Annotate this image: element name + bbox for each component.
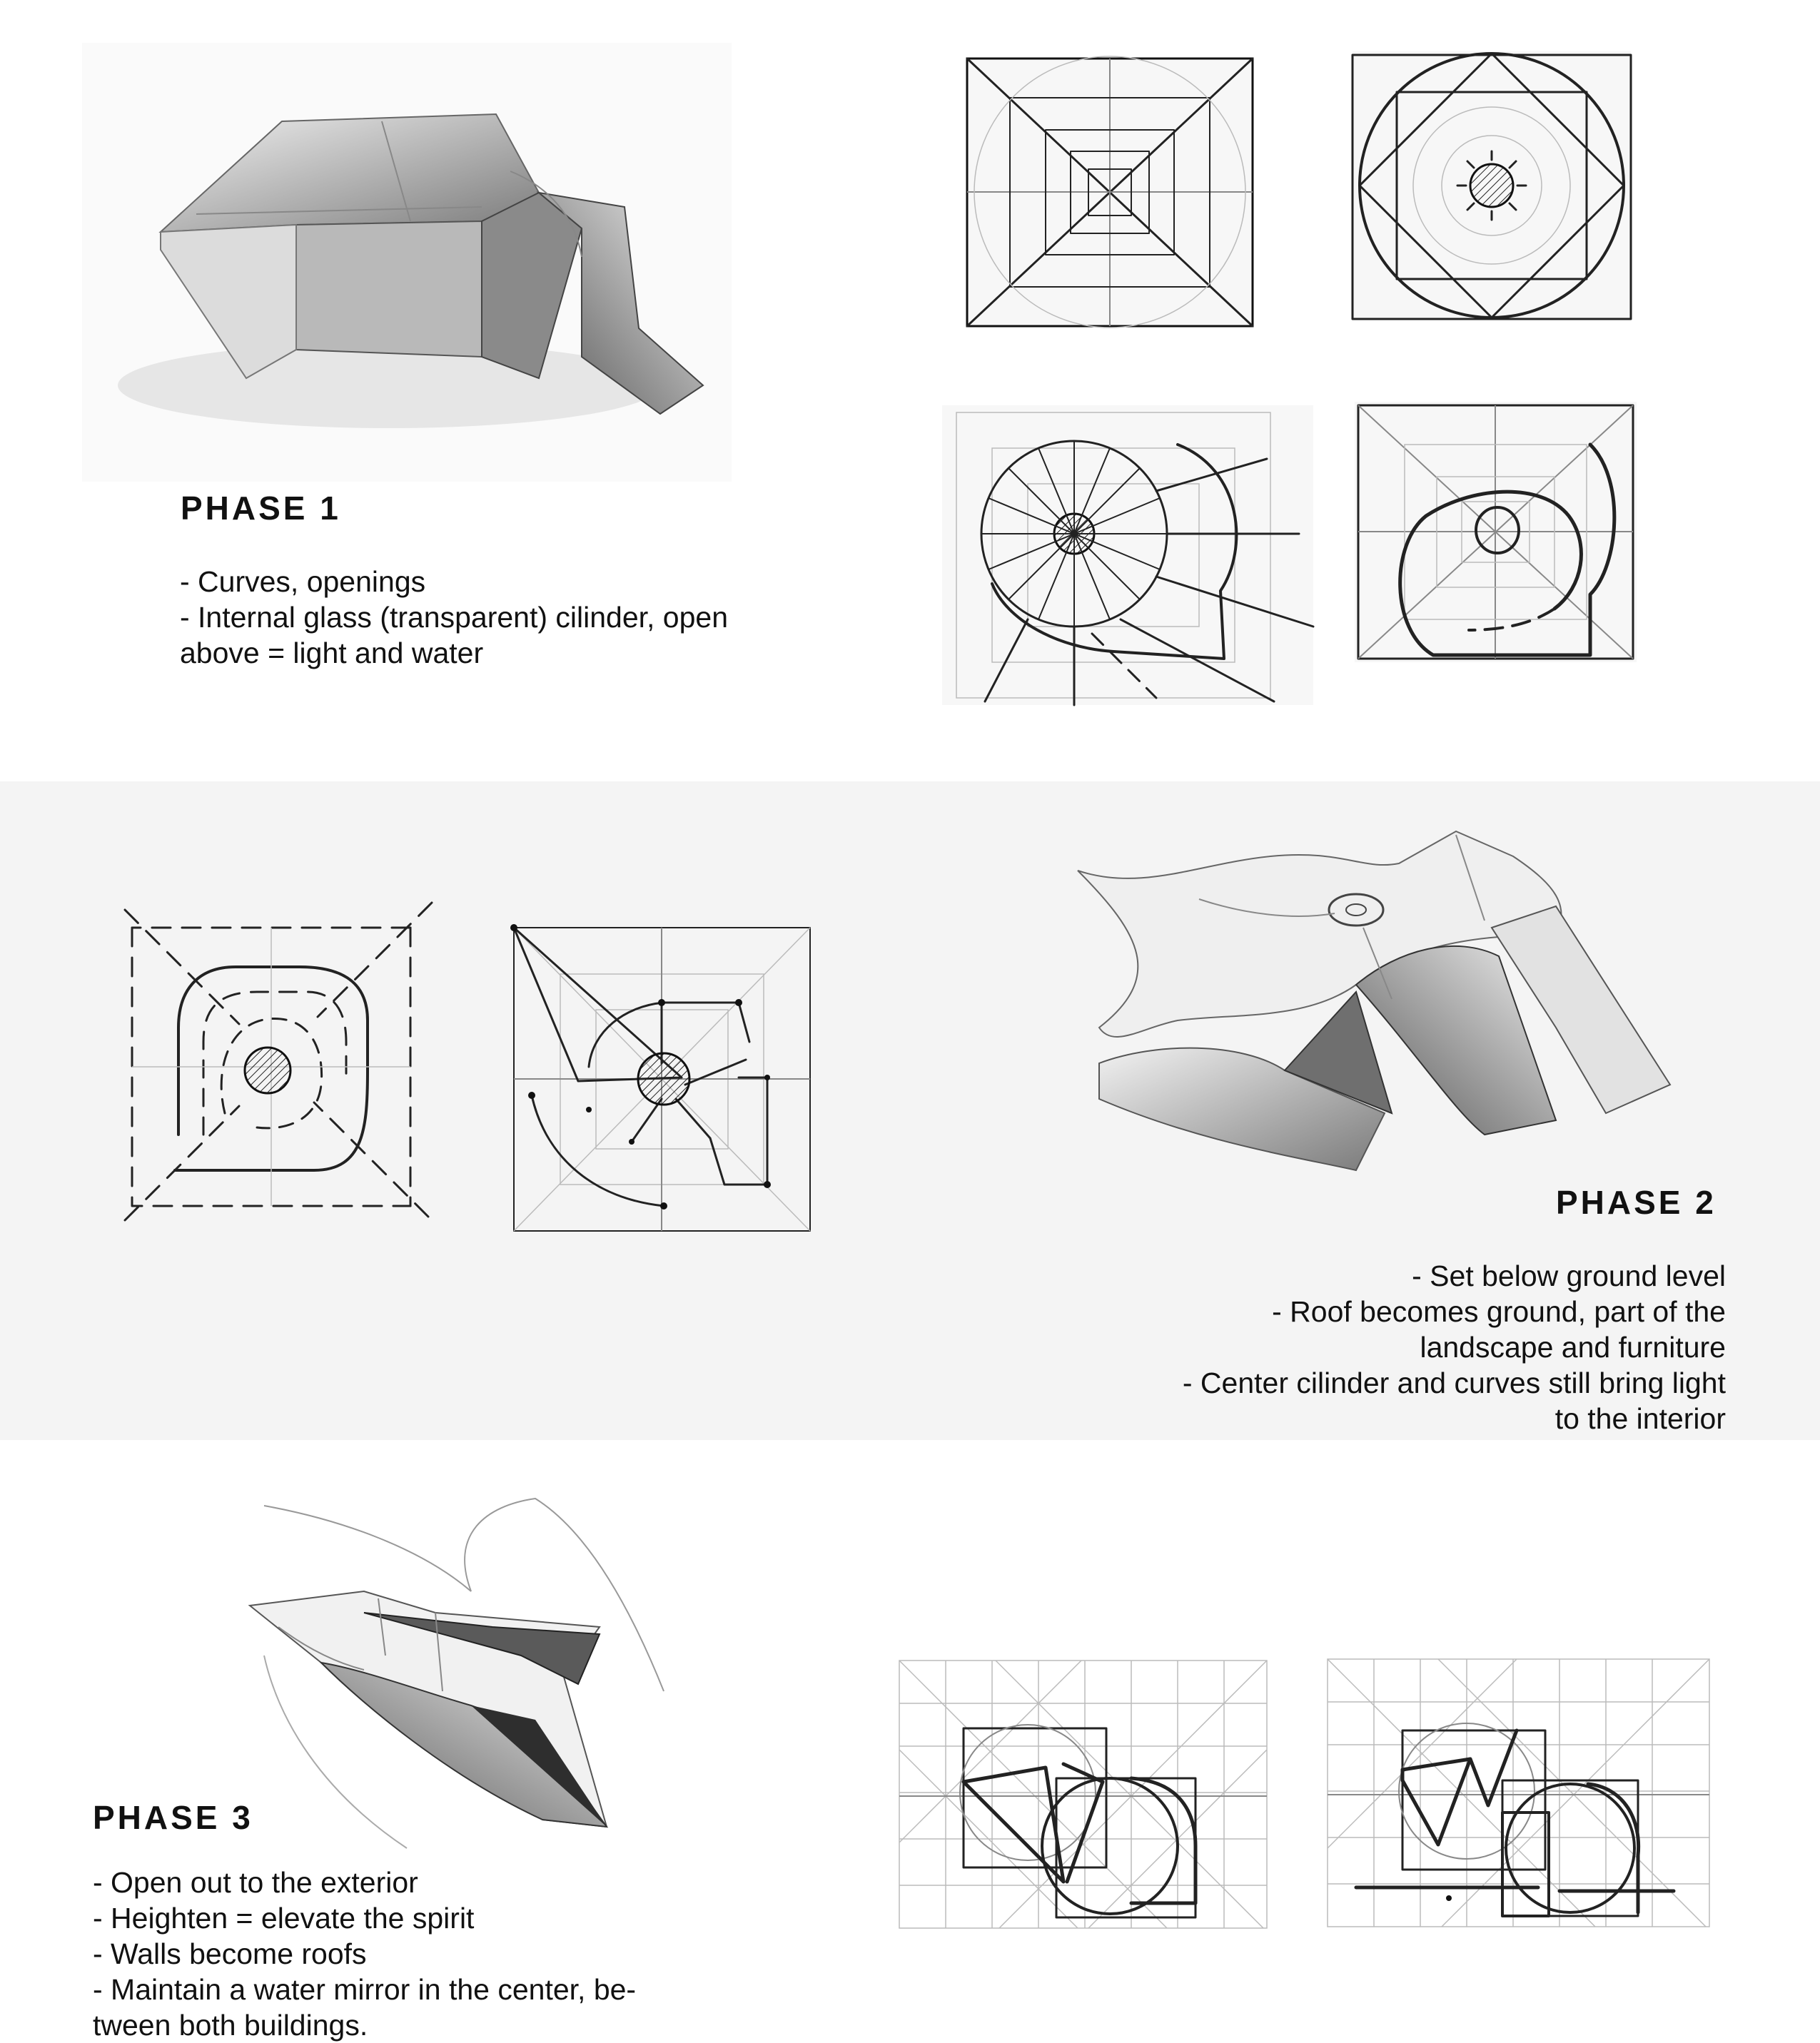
phase-3-plan-diagram-a [896,1657,1270,1932]
phase-1-title: PHASE 1 [181,490,341,527]
phase-2-diagram-triangle-arcs [510,924,814,1235]
phase-3-pencil-sketch [236,1491,664,1877]
phase-2-note: - Set below ground level [1412,1259,1726,1292]
phase-3-note: - Open out to the exterior [93,1866,418,1899]
phase-1-note: - Internal glass (transparent) cilinder, open above = light and water [180,601,729,669]
phase-3-title: PHASE 3 [93,1799,253,1836]
phase-2-note: - Roof becomes ground, part of the landscape and furniture [1272,1295,1726,1364]
phase-1-diagram-radial-spiral [942,405,1313,705]
phase-3-plan-diagram-b [1324,1656,1713,1930]
phase-1-pencil-sketch [82,43,732,482]
phase-1-diagram-square-spiral [1355,402,1637,662]
phase-2-title: PHASE 2 [1556,1184,1717,1221]
phase-2-note: - Center cilinder and curves still bring light to the interior [1182,1367,1726,1435]
phase-2-diagram-dashed-spiral [121,899,435,1224]
phase-1-diagram-nested-squares [967,59,1253,326]
phase-3-note: - Maintain a water mirror in the center, be- tween both buildings. [93,1973,637,2042]
phase-1-note: - Curves, openings [180,565,426,598]
phase-2-pencil-sketch [1056,813,1670,1213]
phase-1-notes [180,564,822,671]
phase-3-notes [93,1865,735,2043]
phase-3-note: - Heighten = elevate the spirit [93,1902,475,1935]
phase-1-diagram-circle-sun [1353,51,1631,319]
phase-3-note: - Walls become roofs [93,1937,367,1970]
phase-2-notes [999,1258,1726,1436]
